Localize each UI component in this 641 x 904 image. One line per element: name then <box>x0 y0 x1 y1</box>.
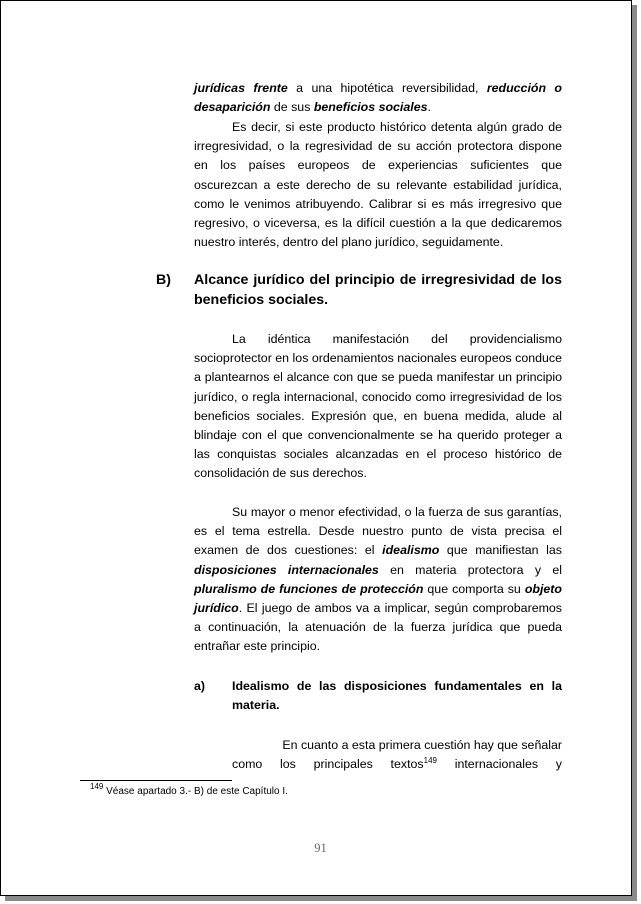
body-paragraph-2: La idéntica manifestación del providencialismo socioprotector en los ordenamientos nacionales europeos conduce a plantearnos el alcance con que se pueda manifestar un principio jurídico, o regla internacional, conocido como irregresividad de los beneficios sociales. Expresión que, en buena medida, alude al blindaje con el que convencionalmente se ha querido proteger a las conquistas sociales alcanzadas en el proceso histórico de consolidación de sus derechos. <box>194 332 562 481</box>
subsection-heading: Idealismo de las disposiciones fundamentales en la materia. <box>232 679 562 713</box>
emphasis-text: objeto jurídico <box>194 581 562 616</box>
section-marker: B) <box>156 272 171 288</box>
body-paragraph-3: Su mayor o menor efectividad, o la fuerza de sus garantías, es el tema estrella. Desde nuestro punto de vista precisa el examen de dos cuestiones: el idealismo que manifiestan las disposiciones internacionales en materia protectora y el pluralismo de funciones de protección que comporta su objeto jurídico. El juego de ambos va a implicar, según comprobaremos a continuación, la atenuación de la fuerza jurídica que pueda entrañar este principio. <box>194 505 562 654</box>
footnote <box>90 782 288 799</box>
footnote-reference[interactable]: 149 <box>423 756 437 765</box>
emphasis-text: reducción o desaparición <box>194 81 562 115</box>
emphasis-text: disposiciones internacionales <box>194 562 379 577</box>
continuation-paragraph: jurídicas frente a una hipotética reversibilidad, reducción o desaparición de sus beneficios sociales. <box>194 81 562 115</box>
section-heading: Alcance jurídico del principio de irregresividad de los beneficios sociales. <box>194 272 562 308</box>
footnote-separator <box>80 780 232 781</box>
emphasis-text: jurídicas frente <box>194 81 288 95</box>
footnote-number: 149 <box>90 782 104 791</box>
body-paragraph-4-line1: En cuanto a esta primera cuestión hay que señalar <box>282 738 562 752</box>
emphasis-text: pluralismo de funciones de protección <box>194 581 424 596</box>
subsection-marker: a) <box>194 679 206 693</box>
body-paragraph-4-line2: como los principales textos$^{149}$ internacionales y <box>232 756 562 771</box>
emphasis-text: idealismo <box>382 543 440 558</box>
body-paragraph-1: Es decir, si este producto histórico detenta algún grado de irregresividad, o la regresividad de su acción protectora dispone en los países europeos de experiencias suficientes que oscurezcan a este derecho de su relevante estabilidad jurídica, como le venimos atribuyendo. Calibrar si es más irregresivo que regresivo, o viceversa, es la difícil cuestión a la que dedicaremos nuestro interés, dentro del plano jurídico, seguidamente. <box>194 120 562 250</box>
page-number: 91 <box>314 841 327 855</box>
emphasis-text: beneficios sociales <box>313 100 428 115</box>
footnote-text: Véase apartado 3.- B) de este Capítulo I. <box>103 786 288 797</box>
